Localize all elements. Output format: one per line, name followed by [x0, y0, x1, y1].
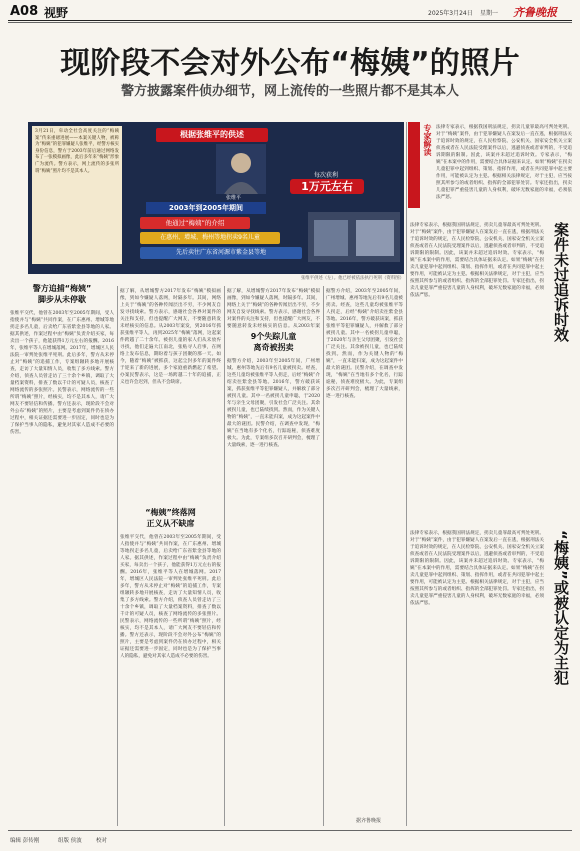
- body-column-2b: 张维平交代，他曾在2003年至2005年期间，受人指使并与“梅姨”共同作案，在广东惠州、增城等地拐走多名儿童，后卖给广东省紫金县等地的人家。据其供述，作案过程中由“梅姨”负责介绍买家，每卖出一个孩子，他能获得1万元左右的报酬。2016年，张维平等人在增城落网。2017年，增城区人民法院一审判处张维平死刑。此后多年，警方从未停止对“梅姨”的追捕工作，专案组辗转多地开展核查，走访了大量知情人员，收集了多方线索。警方介绍，侦查人员曾走访了三十余个乡镇，调取了大量档案资料，排查了数以千计的可疑人员，核查了网络流传的多张照片。民警表示，网络流传的一些所谓“梅姨”照片，经核实，均不是其本人，请广大网友不要轻信和传播。警方还表示，现阶段不会对外公布“梅姨”的照片，主要是考虑到案件仍在侦办过程中，相关证据还需要进一步固定，同时也是为了保护当事人的隐私，避免对其家人造成不必要的伤害。: [120, 535, 221, 659]
- reward-label: 每次获利: [313, 172, 338, 179]
- column-rule-1: [117, 286, 118, 826]
- intro-text: 3月21日，牵动全社会高度关注的“梅姨案”传来重磅进展——本案关键人物，被称为“梅姨”的犯罪嫌疑人张维平，经警方核实身份信息，警方于2003年前后通过网络发布了一张模拟画像，此后多年来“梅姨”形象广为流传。警方表示，网上流传的多张所谓“梅姨”照片均不是其本人。: [32, 126, 122, 264]
- issue-date: 2025年3月24日: [428, 10, 473, 17]
- column-rule-3: [323, 286, 324, 826]
- masthead-rule: [8, 20, 572, 21]
- sidebar-label-text: 专家解读: [423, 124, 432, 156]
- year-banner: 2003年到2005年期间: [146, 202, 266, 214]
- section-heading-1a: 警方追捕“梅姨”: [32, 284, 92, 293]
- section-heading-3a: 9个失踪儿童: [250, 332, 297, 341]
- evidence-photo: [308, 212, 400, 262]
- section-heading-1b: 脚步从未停歇: [38, 295, 86, 304]
- body-column-1: 张维平交代，他曾在2003年至2005年期间，受人指使并与“梅姨”共同作案，在广东惠州、增城等地拐走多名儿童，后卖给广东省紫金县等地的人家。据其供述，作案过程中由“梅姨”负责介绍买家，每卖出一个孩子，他能获得1万元左右的报酬。2016年，张维平等人在增城落网。2017年，增城区人民法院一审判处张维平死刑。此后多年，警方从未停止对“梅姨”的追捕工作，专案组辗转多地开展核查，走访了大量知情人员，收集了多方线索。警方介绍，侦查人员曾走访了三十余个乡镇，调取了大量档案资料，排查了数以千计的可疑人员，核查了网络流传的多张照片。民警表示，网络流传的一些所谓“梅姨”照片，经核实，均不是其本人，请广大网友不要轻信和传播。警方还表示，现阶段不会对外公布“梅姨”的照片，主要是考虑到案件仍在侦办过程中，相关证据还需要进一步固定，同时也是为了保护当事人的隐私，避免对其家人造成不必要的伤害。: [10, 311, 114, 435]
- footer-proof: 校对: [96, 838, 108, 844]
- body-column-2a: 据了解，从增城警方2017年发布“梅姨”模拟画像，到如今嫌疑人落网，时隔多年。其间，网络上关于“梅姨”的各种传闻层出不穷，不少网友自发寻找线索。警方表示，感谢社会各界对案件的关注和支持，但也提醒广大网友，不要随意转发未经核实的信息。从2003年案发，到2016年抓获张维平等人，再到2025年“梅姨”落网，这起案件跨越了二十余年。被拐儿童的家人们从未放弃寻找，他们走遍大江南北，张贴寻人启事，在网络上发布信息，期盼着与孩子团聚的那一天。如今，随着“梅姨”被抓获，这起尘封多年的案件终于迎来了新的进展，多个家庭重新燃起了希望。办案民警表示，这是一场跨越二十年的追捕，正义也许会迟到，但从不会缺席。: [120, 289, 221, 385]
- headline: 现阶段不会对外公布“梅姨”的照片: [60, 46, 520, 81]
- step-2: 在惠州、增城、梅州等地拐卖9名儿童: [140, 232, 280, 244]
- section-heading-2b: 正义从不缺席: [146, 519, 195, 528]
- body-column-4: 据警方介绍，2003年至2005年间，广州增城、惠州等地先后有9名儿童被拐卖。经查，这些儿童均被张维平等人拐走，后经“梅姨”介绍卖往紫金县等地。2016年，警方破获该案，抓获张维平等犯罪嫌疑人，并解救了部分被拐儿童。其中一名被拐儿童申聪，于2020年与亲生父母团聚，引发社会广泛关注。其余被拐儿童，也已陆续找到。然而，作为关键人物的“梅姨”，一直未能归案，成为这起案件中最大的谜团。民警介绍，在调查中发现，“梅姨”在当地有多个化名，行踪诡秘，侦查难度极大。为此，专案组多次召开研判会，梳理了大量线索，逐一进行核查。: [326, 289, 403, 399]
- sidebar-label: [408, 122, 420, 208]
- subheadline: 警方披露案件侦办细节，网上流传的一些照片都不是其本人: [120, 84, 459, 99]
- section-heading-3b: 离奇被拐卖: [253, 343, 294, 352]
- portrait-illustration: [216, 144, 266, 194]
- reward-value: 1万元左右: [290, 179, 364, 194]
- body-column-3a: 据了解，从增城警方2017年发布“梅姨”模拟画像，到如今嫌疑人落网，时隔多年。其间，网络上关于“梅姨”的各种传闻层出不穷，不少网友自发寻找线索。警方表示，感谢社会各界对案件的关注和支持，但也提醒广大网友，不要随意转发未经核实的信息。从2003年案: [227, 289, 320, 328]
- step-3: 先后卖往广东省河源市紫金县等地: [140, 247, 302, 259]
- column-rule-2: [224, 286, 225, 826]
- body-column-5b: 法律专家表示，根据我国刑法规定，拐卖儿童罪最高可判处死刑。对于“梅姨”案件，由于犯罪嫌疑人在案发后一直在逃，根据刑法关于追诉时效的规定，在人民检察院、公安机关、国家安全机关立案侦查或者在人民法院受理案件以后，逃避侦查或者审判的，不受追诉期限的限制。因此，该案并未超过追诉时效。专家表示，“梅姨”在本案中的作用，需要结合具体证据来认定。如果“梅姨”在拐卖儿童犯罪中起到组织、策划、指挥作用，或者在共同犯罪中起主要作用，可能被认定为主犯。根据相关法律规定，对于主犯，应当按照其所参与的或者组织、指挥的全部犯罪处罚。专家还指出，拐卖儿童犯罪严重侵害儿童的人身权利，破坏无数家庭的幸福，必须依法严惩。: [410, 223, 544, 298]
- section-name: 视野: [44, 6, 69, 20]
- section-heading-4: 案件未过追诉时效: [552, 222, 570, 342]
- masthead-rule-thin: [8, 22, 572, 23]
- column-rule-4: [406, 122, 407, 826]
- infographic-title: 根据张维平的供述: [156, 128, 268, 142]
- section-heading-2a: “梅姨”终落网: [145, 508, 196, 517]
- footer-rule: [8, 830, 572, 831]
- infographic-caption: 张维平供述（左）。他已经被依法执行死刑（资料图）: [300, 276, 404, 281]
- footer-editor: 编辑 彭传刚: [10, 838, 40, 844]
- body-column-5c: 法律专家表示，根据我国刑法规定，拐卖儿童罪最高可判处死刑。对于“梅姨”案件，由于犯罪嫌疑人在案发后一直在逃，根据刑法关于追诉时效的规定，在人民检察院、公安机关、国家安全机关立案侦查或者在人民法院受理案件以后，逃避侦查或者审判的，不受追诉期限的限制。因此，该案并未超过追诉时效。专家表示，“梅姨”在本案中的作用，需要结合具体证据来认定。如果“梅姨”在拐卖儿童犯罪中起到组织、策划、指挥作用，或者在共同犯罪中起主要作用，可能被认定为主犯。根据相关法律规定，对于主犯，应当按照其所参与的或者组织、指挥的全部犯罪处罚。专家还指出，拐卖儿童犯罪严重侵害儿童的人身权利，破坏无数家庭的幸福，必须依法严惩。: [410, 531, 544, 606]
- body-column-3b: 据警方介绍，2003年至2005年间，广州增城、惠州等地先后有9名儿童被拐卖。经查，这些儿童均被张维平等人拐走，后经“梅姨”介绍卖往紫金县等地。2016年，警方破获该案，抓获张维平等犯罪嫌疑人，并解救了部分被拐儿童。其中一名被拐儿童申聪，于2020年与亲生父母团聚，引发社会广泛关注。其余被拐儿童，也已陆续找到。然而，作为关键人物的“梅姨”，一直未能归案，成为这起案件中最大的谜团。民警介绍，在调查中发现，“梅姨”在当地有多个化名，行踪诡秘，侦查难度极大。为此，专案组多次召开研判会，梳理了大量线索，逐一进行核查。: [227, 359, 320, 448]
- issue-weekday: 星期一: [480, 10, 499, 17]
- section-heading-5: “梅姨”或被认定为主犯: [552, 530, 570, 685]
- step-1: 他通过“梅姨”的介绍: [140, 217, 250, 229]
- body-column-5a: 法律专家表示，根据我国刑法规定，拐卖儿童罪最高可判处死刑。对于“梅姨”案件，由于犯罪嫌疑人在案发后一直在逃，根据刑法关于追诉时效的规定，在人民检察院、公安机关、国家安全机关立案侦查或者在人民法院受理案件以后，逃避侦查或者审判的，不受追诉期限的限制。因此，该案并未超过追诉时效。专家表示，“梅姨”在本案中的作用，需要结合具体证据来认定。如果“梅姨”在拐卖儿童犯罪中起到组织、策划、指挥作用，或者在共同犯罪中起主要作用，可能被认定为主犯。根据相关法律规定，对于主犯，应当按照其所参与的或者组织、指挥的全部犯罪处罚。专家还指出，拐卖儿童犯罪严重侵害儿童的人身权利，破坏无数家庭的幸福，必须依法严惩。: [436, 125, 572, 200]
- infographic: [28, 122, 404, 274]
- footer-designer: 组版 侯波: [58, 838, 82, 844]
- paper-logo: 齐鲁晚报: [513, 6, 557, 19]
- page-number: A08: [10, 4, 39, 19]
- person-label: 张维平: [226, 195, 242, 201]
- reporter-credit: 据齐鲁晚报: [356, 818, 382, 824]
